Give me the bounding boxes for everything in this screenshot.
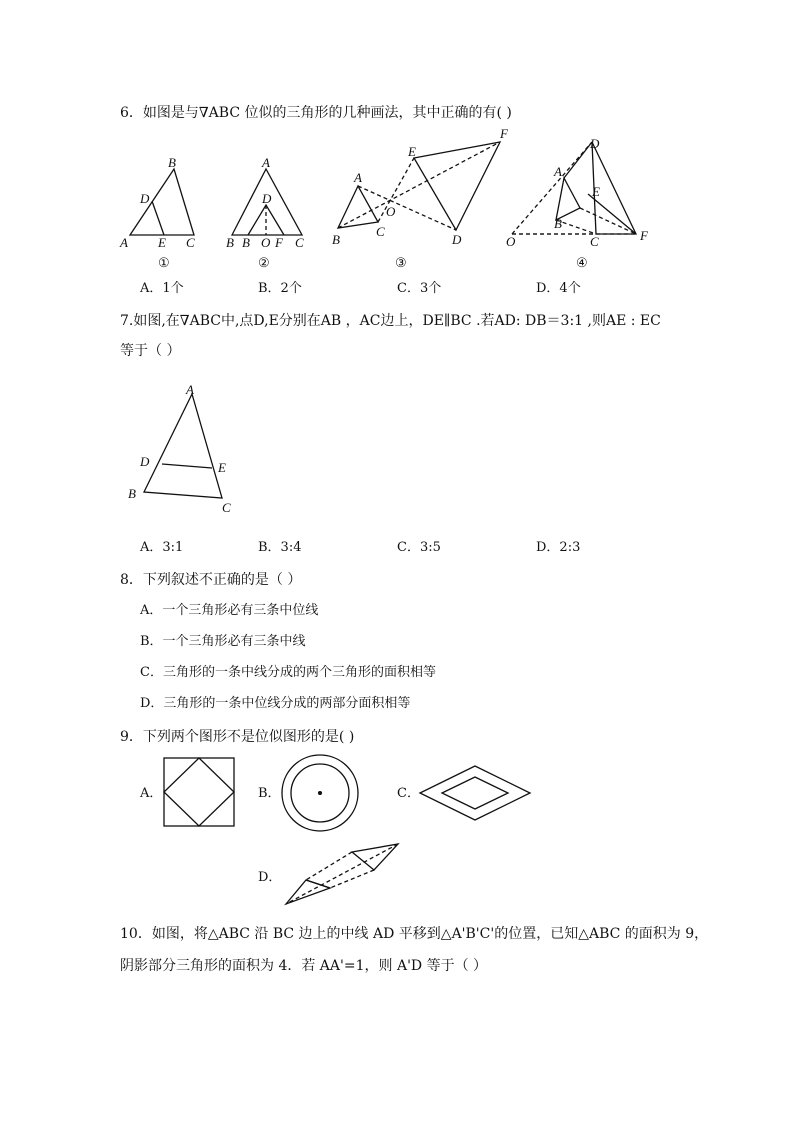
q6-figure-4 — [500, 128, 660, 254]
q7-option-b: B．3:4 — [258, 540, 302, 555]
svg-text:A: A — [354, 170, 362, 185]
svg-text:F: F — [500, 126, 508, 141]
svg-text:D: D — [452, 232, 462, 247]
q6-option-d: D．4个 — [536, 281, 581, 296]
q10-stem-line2: 阴影部分三角形的面积为 4．若 AA'=1，则 A'D 等于（ ） — [120, 958, 488, 974]
q6-fig3-label: ③ — [395, 256, 407, 271]
svg-text:O: O — [506, 234, 516, 249]
q9-option-b-label: B． — [258, 786, 281, 801]
q6-fig1-label: ① — [158, 256, 170, 271]
q8-stem: 8．下列叙述不正确的是（ ） — [120, 572, 302, 588]
svg-text:A: A — [120, 235, 128, 250]
svg-text:B: B — [242, 235, 250, 250]
q6-option-a: A．1个 — [140, 281, 184, 296]
q8-option-b: B．一个三角形必有三条中线 — [140, 634, 306, 649]
svg-text:C: C — [590, 234, 599, 249]
svg-text:D: D — [140, 191, 150, 206]
q8-option-a: A．一个三角形必有三条中位线 — [140, 603, 319, 618]
svg-text:D: D — [140, 454, 150, 469]
svg-text:E: E — [408, 144, 416, 159]
svg-text:E: E — [218, 460, 226, 475]
q9-figure-a — [162, 756, 238, 828]
svg-text:B: B — [168, 155, 176, 170]
q7-stem-line2: 等于（ ） — [120, 343, 181, 359]
svg-text:C: C — [186, 235, 195, 250]
q6-figure-1 — [118, 155, 210, 253]
svg-text:O: O — [386, 204, 396, 219]
q9-figure-d — [282, 840, 404, 908]
q7-stem-line1: 7.如图,在∇ABC中,点D,E分别在AB ，AC边上，DE∥BC .若AD: DB＝3:1 ,则AE : EC — [120, 313, 661, 329]
q6-option-c: C．3个 — [397, 281, 442, 296]
q8-option-c: C．三角形的一条中线分成的两个三角形的面积相等 — [140, 665, 436, 680]
svg-text:D: D — [262, 191, 272, 206]
q9-figure-b — [280, 752, 364, 836]
svg-text:B: B — [332, 232, 340, 247]
svg-text:A: A — [262, 155, 270, 170]
q8-option-d: D．三角形的一条中位线分成的两部分面积相等 — [140, 696, 411, 711]
q6-stem: 6．如图是与∇ABC 位似的三角形的几种画法，其中正确的有( ) — [120, 105, 512, 121]
svg-text:F: F — [640, 228, 648, 243]
svg-text:A: A — [186, 382, 194, 397]
q9-stem: 9．下列两个图形不是位似图形的是( ) — [120, 729, 355, 745]
svg-text:D: D — [590, 136, 600, 151]
svg-text:A: A — [554, 164, 562, 179]
svg-text:C: C — [295, 235, 304, 250]
svg-text:E: E — [592, 184, 600, 199]
q7-option-d: D．2:3 — [536, 540, 581, 555]
q6-fig4-label: ④ — [576, 256, 588, 271]
svg-text:E: E — [158, 235, 166, 250]
q10-stem-line1: 10．如图，将△ABC 沿 BC 边上的中线 AD 平移到△A'B'C'的位置，已知△ABC 的面积为 9， — [120, 926, 709, 942]
q6-option-b: B．2个 — [258, 281, 302, 296]
svg-text:B: B — [554, 216, 562, 231]
q7-option-a: A．3:1 — [140, 540, 184, 555]
svg-text:F: F — [275, 235, 283, 250]
q9-option-d-label: D． — [258, 870, 282, 885]
svg-text:C: C — [376, 224, 385, 239]
q9-figure-c — [418, 764, 534, 822]
svg-text:B: B — [128, 486, 136, 501]
q6-figure-3 — [326, 124, 516, 254]
svg-text:B: B — [226, 235, 234, 250]
q9-option-a-label: A． — [140, 786, 163, 801]
q6-fig2-label: ② — [258, 256, 270, 271]
svg-text:O: O — [261, 235, 271, 250]
q7-option-c: C．3:5 — [397, 540, 441, 555]
q9-option-c-label: C． — [397, 786, 420, 801]
q7-figure — [124, 378, 244, 518]
q6-figure-2 — [222, 155, 314, 253]
svg-text:C: C — [222, 500, 231, 515]
